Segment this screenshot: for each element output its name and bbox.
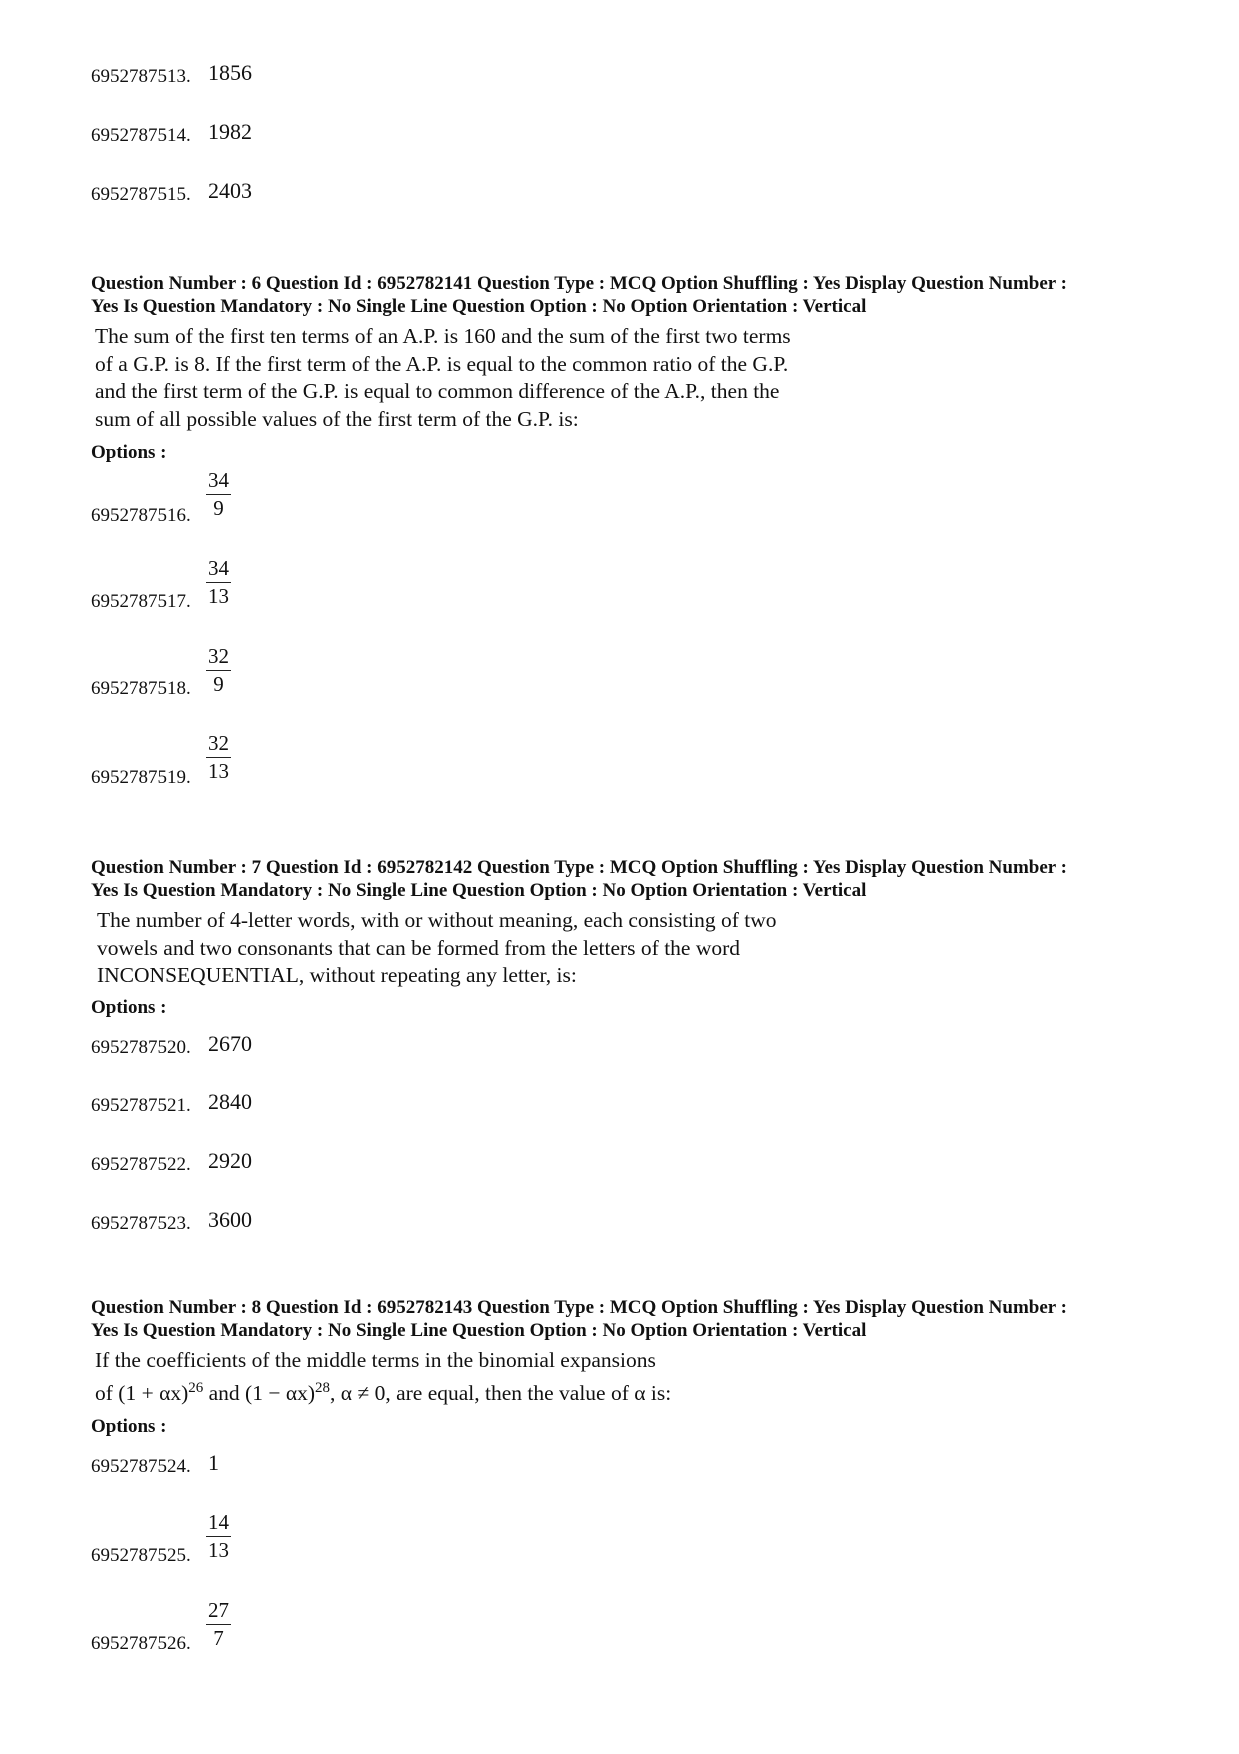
option-id: 6952787517. xyxy=(91,591,191,612)
question-text-line: The number of 4-letter words, with or without meaning, each consisting of two xyxy=(97,908,777,932)
question-text-line: vowels and two consonants that can be formed from the letters of the word xyxy=(97,935,741,960)
question-text xyxy=(95,323,875,433)
option-id: 6952787514. xyxy=(91,125,191,146)
math-text: of (1 + αx) xyxy=(95,1380,189,1405)
fraction-numerator: 27 xyxy=(206,1600,231,1625)
option-id: 6952787522. xyxy=(91,1154,191,1175)
option-id: 6952787523. xyxy=(91,1213,191,1234)
question-meta-line: Question Number : 7 Question Id : 6952782142 Question Type : MCQ Option Shuffling : Yes Display Question Number : xyxy=(91,857,1067,878)
fraction-numerator: 32 xyxy=(206,646,231,671)
question-meta-line: Yes Is Question Mandatory : No Single Line Question Option : No Option Orientation : Vertical xyxy=(91,296,867,317)
option-id: 6952787524. xyxy=(91,1456,191,1477)
option-value: 2670 xyxy=(208,1031,252,1056)
fraction-denominator: 13 xyxy=(208,759,229,783)
option-id: 6952787526. xyxy=(91,1633,191,1654)
option-fraction xyxy=(206,646,231,695)
math-text: , α ≠ 0, are equal, then the value of α is: xyxy=(330,1380,672,1405)
question-text-line: INCONSEQUENTIAL, without repeating any letter, is: xyxy=(97,963,577,987)
question-meta-line: Question Number : 6 Question Id : 6952782141 Question Type : MCQ Option Shuffling : Yes Display Question Number : xyxy=(91,273,1067,294)
math-text: and (1 − αx) xyxy=(203,1380,316,1405)
option-value: 1856 xyxy=(208,60,252,85)
fraction-denominator: 13 xyxy=(208,584,229,608)
fraction-numerator: 34 xyxy=(206,470,231,495)
question-text-line: If the coefficients of the middle terms in the binomial expansions xyxy=(95,1348,656,1372)
option-id: 6952787513. xyxy=(91,66,191,87)
question-meta xyxy=(91,272,1211,318)
question-meta-line: Yes Is Question Mandatory : No Single Line Question Option : No Option Orientation : Vertical xyxy=(91,880,867,901)
options-label: Options : xyxy=(91,442,167,463)
option-value: 1982 xyxy=(208,119,252,144)
fraction-numerator: 32 xyxy=(206,733,231,758)
option-fraction xyxy=(206,558,231,607)
option-id: 6952787515. xyxy=(91,184,191,205)
question-text-line: of a G.P. is 8. If the first term of the A.P. is equal to the common ratio of the G.P. xyxy=(95,351,789,376)
options-label: Options : xyxy=(91,1416,167,1437)
options-label: Options : xyxy=(91,997,167,1018)
option-value: 2403 xyxy=(208,178,252,203)
question-text-line: sum of all possible values of the first term of the G.P. is: xyxy=(95,406,579,431)
fraction-denominator: 13 xyxy=(208,1538,229,1562)
option-id: 6952787519. xyxy=(91,767,191,788)
option-id: 6952787521. xyxy=(91,1095,191,1116)
option-id: 6952787520. xyxy=(91,1037,191,1058)
option-value: 3600 xyxy=(208,1207,252,1232)
question-meta xyxy=(91,856,1211,902)
question-meta-line: Yes Is Question Mandatory : No Single Line Question Option : No Option Orientation : Vertical xyxy=(91,1320,867,1341)
question-text xyxy=(95,1347,875,1407)
fraction-denominator: 9 xyxy=(213,496,224,520)
exponent: 26 xyxy=(188,1379,204,1396)
option-fraction xyxy=(206,733,231,782)
question-meta-line: Question Number : 8 Question Id : 6952782143 Question Type : MCQ Option Shuffling : Yes Display Question Number : xyxy=(91,1297,1067,1318)
question-text-line: The sum of the first ten terms of an A.P. is 160 and the sum of the first two terms xyxy=(95,324,791,348)
question-text-line: and the first term of the G.P. is equal to common difference of the A.P., then the xyxy=(95,379,780,403)
option-fraction xyxy=(206,1512,231,1561)
option-value: 2840 xyxy=(208,1089,252,1114)
fraction-denominator: 7 xyxy=(213,1626,224,1650)
fraction-numerator: 14 xyxy=(206,1512,231,1537)
option-id: 6952787518. xyxy=(91,678,191,699)
option-id: 6952787525. xyxy=(91,1545,191,1566)
option-fraction xyxy=(206,1600,231,1649)
question-text-line xyxy=(95,1375,875,1408)
fraction-denominator: 9 xyxy=(213,672,224,696)
question-text xyxy=(97,907,877,990)
option-value: 2920 xyxy=(208,1148,252,1173)
fraction-numerator: 34 xyxy=(206,558,231,583)
exponent: 28 xyxy=(315,1379,331,1396)
option-id: 6952787516. xyxy=(91,505,191,526)
option-value: 1 xyxy=(208,1450,219,1475)
option-fraction xyxy=(206,470,231,519)
question-meta xyxy=(91,1296,1211,1342)
